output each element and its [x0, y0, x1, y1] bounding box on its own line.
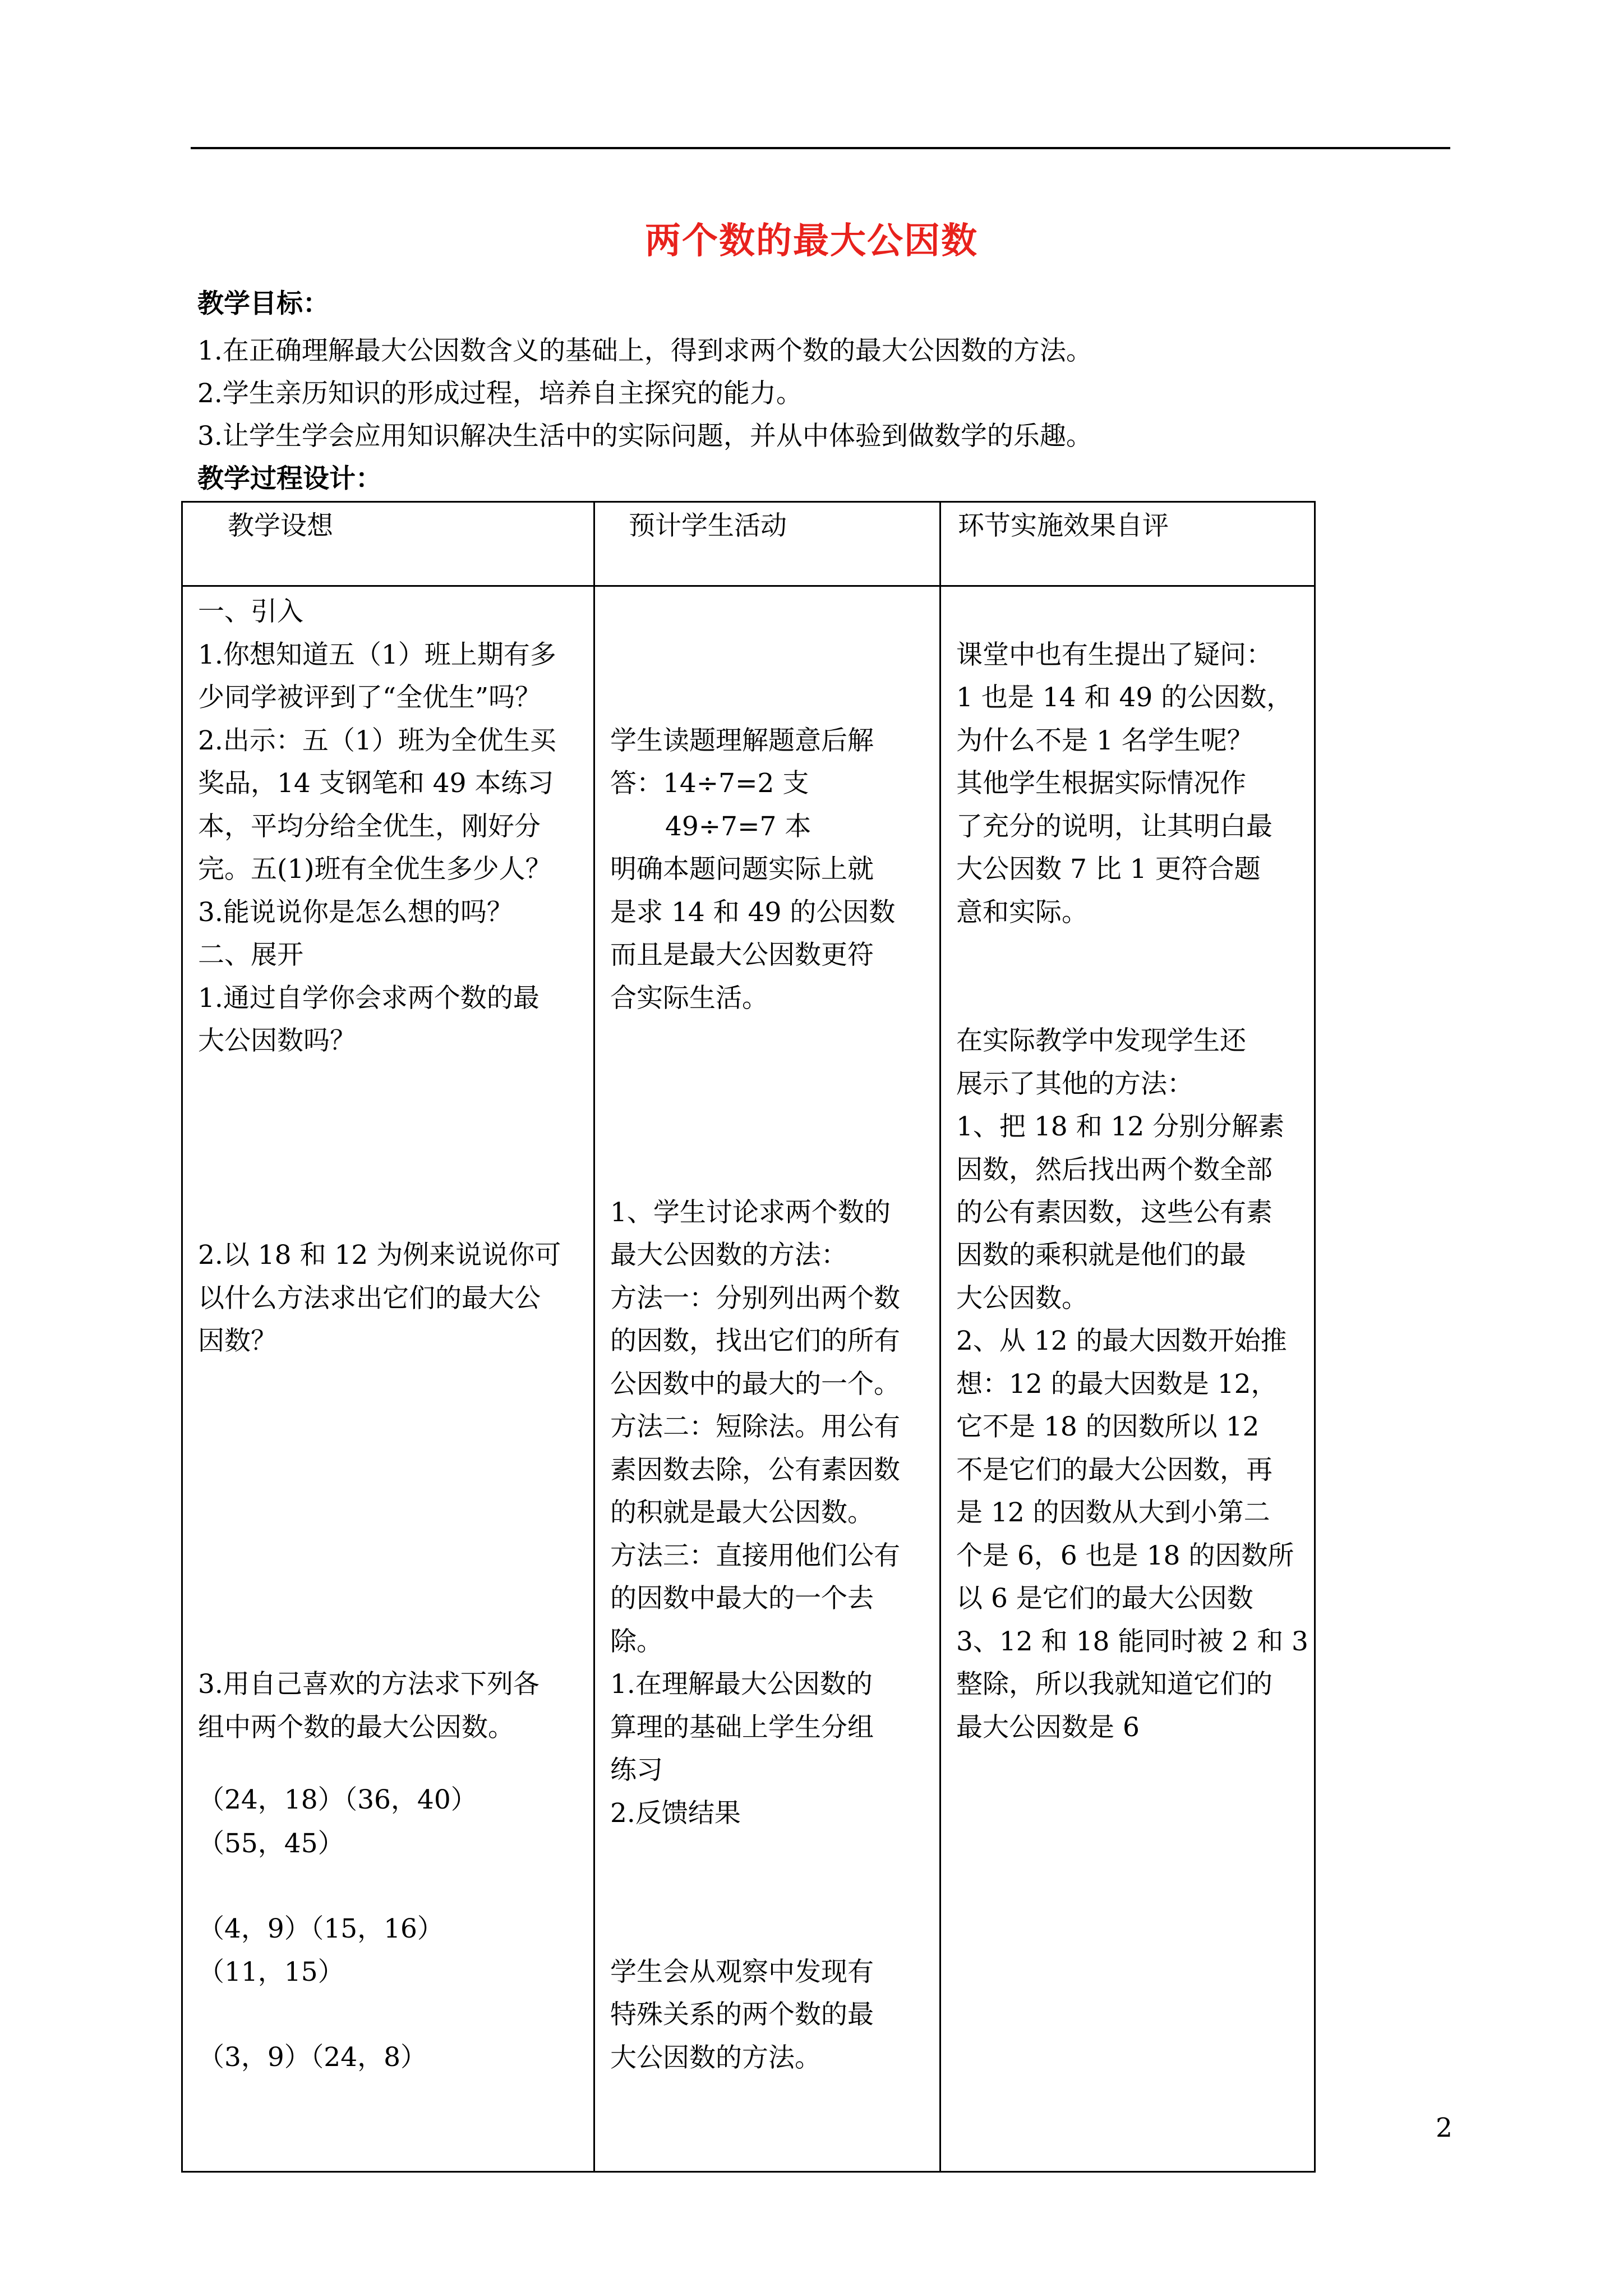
self-evaluation-cell: [940, 586, 1315, 2172]
text-line: 练习: [610, 1755, 663, 1786]
text-line: 3、12 和 18 能同时被 2 和 3: [956, 1626, 1308, 1657]
objective-item: 1.在正确理解最大公因数含义的基础上，得到求两个数的最大公因数的方法。: [197, 335, 1092, 366]
table-header-row: [182, 502, 1315, 586]
text-line: 除。: [610, 1626, 663, 1657]
text-line: 2.以 18 和 12 为例来说说你可: [198, 1240, 561, 1271]
text-line: 课堂中也有生提出了疑问：: [956, 639, 1272, 670]
text-line: 为什么不是 1 名学生呢？: [956, 725, 1253, 756]
text-line: 1.你想知道五（1）班上期有多: [198, 639, 556, 670]
text-line: 二、展开: [198, 940, 303, 970]
column-header-self-evaluation: 环节实施效果自评: [940, 502, 1315, 586]
text-line: 大公因数的方法。: [610, 2042, 821, 2073]
text-line: 2.反馈结果: [610, 1798, 741, 1829]
text-line: 以 6 是它们的最大公因数: [956, 1583, 1253, 1614]
text-line: 不是它们的最大公因数，再: [956, 1455, 1272, 1485]
text-line: 其他学生根据实际情况作: [956, 768, 1246, 799]
text-line: 素因数去除，公有素因数: [610, 1455, 900, 1485]
text-line: 整除，所以我就知道它们的: [956, 1669, 1272, 1700]
text-line: 组中两个数的最大公因数。: [198, 1712, 514, 1743]
text-line: 2、从 12 的最大因数开始推: [956, 1326, 1287, 1356]
column-header-student-activity: 预计学生活动: [594, 502, 940, 586]
text-line: 1.在理解最大公因数的: [610, 1669, 873, 1700]
text-line: 是求 14 和 49 的公因数: [610, 897, 896, 928]
text-line: 学生会从观察中发现有: [610, 1957, 874, 1987]
text-line: 因数？: [198, 1326, 277, 1356]
lesson-plan-table: [181, 501, 1316, 2173]
text-line: 的因数中最大的一个去: [610, 1583, 874, 1614]
table-row: [182, 586, 1315, 2172]
text-line: 个是 6，6 也是 18 的因数所: [956, 1540, 1294, 1571]
text-line: 方法三：直接用他们公有: [610, 1540, 900, 1571]
text-line: （3，9）（24，8）: [198, 2042, 427, 2073]
text-line: 的公有素因数，这些公有素: [956, 1197, 1272, 1228]
text-line: 2.出示：五（1）班为全优生买: [198, 725, 556, 756]
text-line: 明确本题问题实际上就: [610, 854, 874, 885]
text-line: 最大公因数的方法：: [610, 1240, 847, 1271]
text-line: 想：12 的最大因数是 12，: [956, 1369, 1278, 1400]
column-header-teaching-idea: 教学设想: [182, 502, 594, 586]
text-line: 算理的基础上学生分组: [610, 1712, 874, 1743]
text-line: 展示了其他的方法：: [956, 1069, 1193, 1099]
objective-item: 3.让学生学会应用知识解决生活中的实际问题，并从中体验到做数学的乐趣。: [197, 421, 1092, 452]
text-line: 而且是最大公因数更符: [610, 940, 874, 970]
text-line: 了充分的说明，让其明白最: [956, 811, 1272, 842]
text-line: 1.通过自学你会求两个数的最: [198, 983, 540, 1014]
text-line: 方法二：短除法。用公有: [610, 1411, 900, 1442]
text-line: 一、引入: [198, 596, 303, 627]
text-line: 3.用自己喜欢的方法求下列各: [198, 1669, 540, 1700]
text-line: 它不是 18 的因数所以 12: [956, 1411, 1260, 1442]
text-line: 是 12 的因数从大到小第二: [956, 1497, 1270, 1528]
objective-item: 2.学生亲历知识的形成过程，培养自主探究的能力。: [197, 378, 803, 409]
text-line: 大公因数吗？: [198, 1025, 356, 1056]
objectives-heading: 教学目标：: [197, 288, 329, 319]
text-line: 答：14÷7=2 支: [610, 768, 809, 799]
text-line: 少同学被评到了“全优生”吗？: [198, 682, 542, 713]
text-line: （24，18）（36，40）: [198, 1784, 477, 1815]
text-line: 意和实际。: [956, 897, 1088, 928]
text-line: （55，45）: [198, 1828, 344, 1859]
text-line: 本，平均分给全优生，刚好分: [198, 811, 541, 842]
text-line: 奖品，14 支钢笔和 49 本练习: [198, 768, 554, 799]
text-line: 因数，然后找出两个数全部: [956, 1154, 1272, 1185]
header-rule: [191, 147, 1450, 149]
process-heading: 教学过程设计：: [197, 463, 382, 494]
text-line: 学生读题理解题意后解: [610, 725, 874, 756]
text-line: 在实际教学中发现学生还: [956, 1025, 1246, 1056]
text-line: （4，9）（15，16）: [198, 1913, 444, 1944]
text-line: 方法一：分别列出两个数: [610, 1283, 900, 1314]
text-line: 3.能说说你是怎么想的吗？: [198, 897, 513, 928]
text-line: 最大公因数是 6: [956, 1712, 1140, 1743]
page-title: 两个数的最大公因数: [645, 220, 978, 262]
text-line: （11，15）: [198, 1957, 344, 1987]
teaching-idea-cell: [182, 586, 594, 2172]
student-activity-cell: [594, 586, 940, 2172]
text-line: 大公因数 7 比 1 更符合题: [956, 854, 1261, 885]
text-line: 的因数，找出它们的所有: [610, 1326, 900, 1356]
objectives-list: [197, 330, 1092, 458]
text-line: 大公因数。: [956, 1283, 1088, 1314]
text-line: 合实际生活。: [610, 983, 768, 1014]
text-line: 公因数中的最大的一个。: [610, 1369, 900, 1400]
text-line: 的积就是最大公因数。: [610, 1497, 874, 1528]
text-line: 1、把 18 和 12 分别分解素: [956, 1111, 1285, 1142]
page-number: 2: [1436, 2113, 1453, 2143]
text-line: 因数的乘积就是他们的最: [956, 1240, 1246, 1271]
text-line: 1、学生讨论求两个数的: [610, 1197, 891, 1228]
text-line: 特殊关系的两个数的最: [610, 1999, 874, 2030]
text-line: 1 也是 14 和 49 的公因数，: [956, 682, 1293, 713]
text-line: 以什么方法求出它们的最大公: [198, 1283, 541, 1314]
text-line: 完。五(1)班有全优生多少人？: [198, 854, 552, 885]
text-line: 49÷7=7 本: [665, 811, 811, 842]
